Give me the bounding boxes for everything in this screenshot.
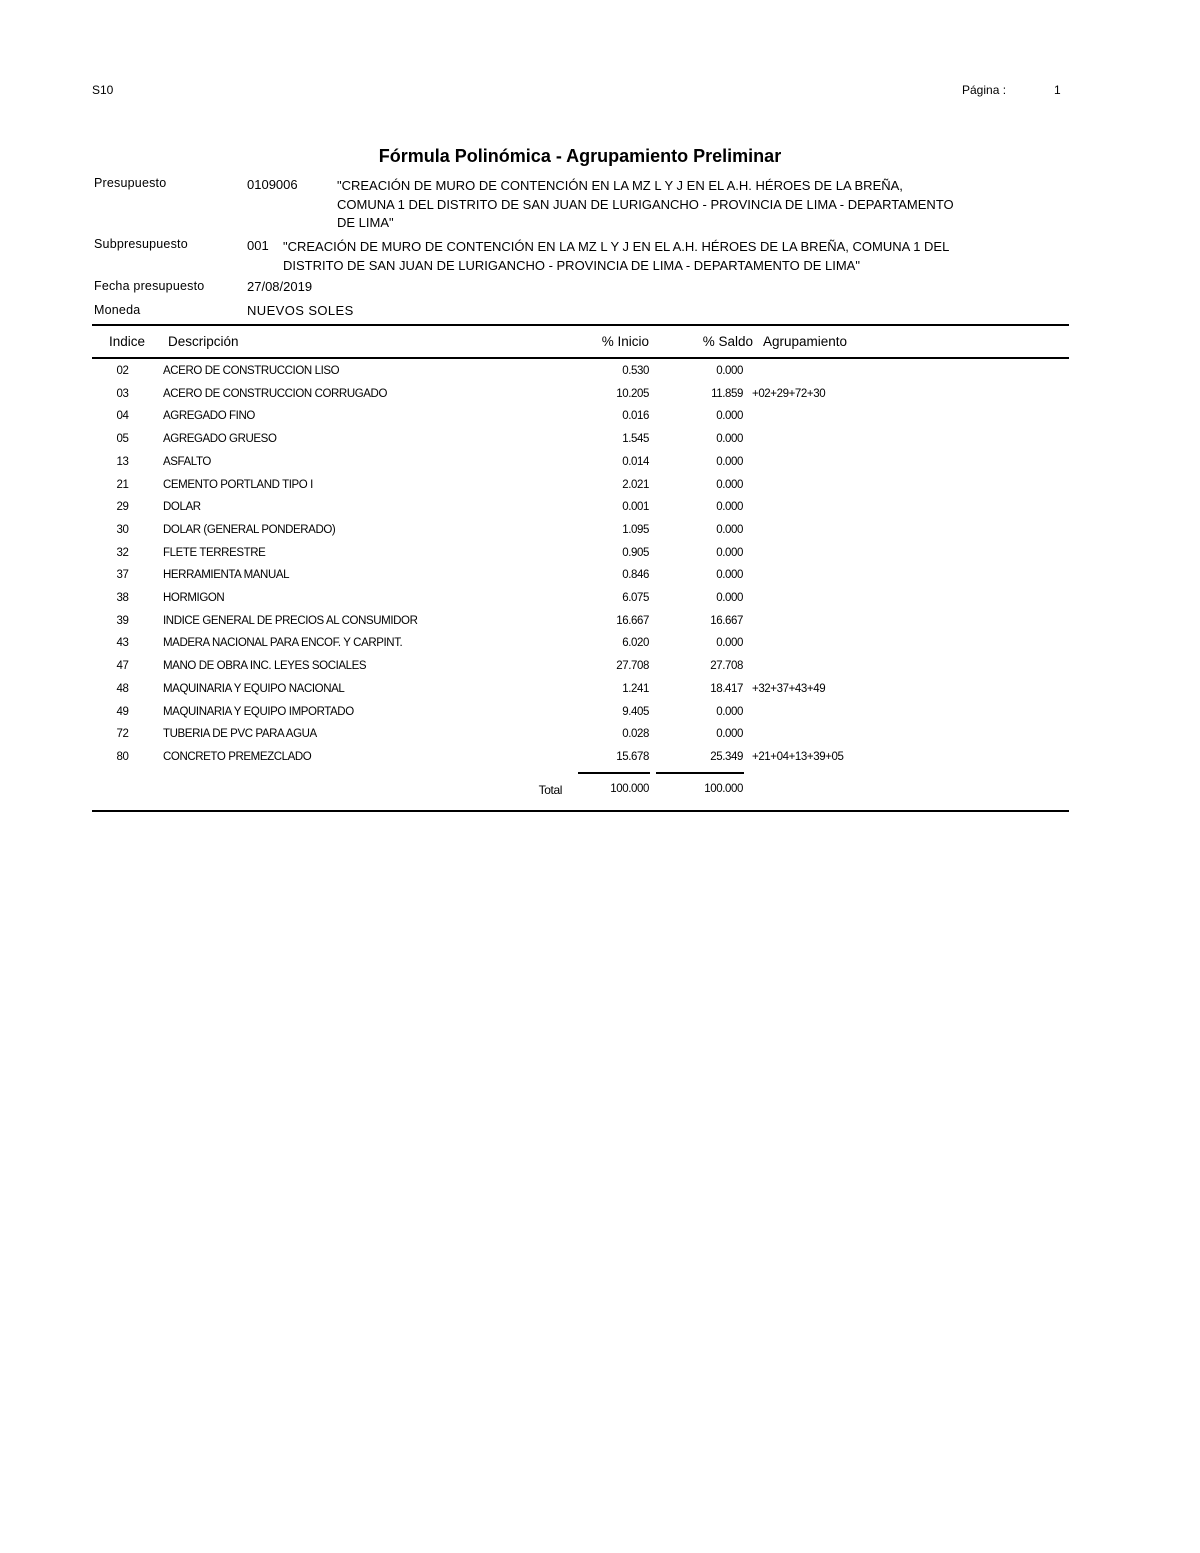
subpresupuesto-label: Subpresupuesto: [94, 237, 188, 251]
cell-saldo: 0.000: [716, 546, 743, 559]
cell-indice: 02: [116, 365, 129, 377]
cell-indice: 47: [116, 660, 129, 673]
cell-saldo: 0.000: [716, 365, 743, 377]
cell-inicio: 0.001: [622, 501, 649, 514]
cell-indice: 30: [116, 523, 129, 536]
moneda-value: NUEVOS SOLES: [247, 303, 354, 318]
cell-saldo: 0.000: [716, 728, 743, 741]
cell-inicio: 1.241: [622, 682, 649, 695]
cell-saldo: 25.349: [710, 750, 743, 763]
cell-indice: 21: [116, 478, 129, 491]
cell-saldo: 18.417: [710, 682, 743, 695]
cell-descripcion: MADERA NACIONAL PARA ENCOF. Y CARPINT.: [163, 637, 403, 650]
cell-saldo: 16.667: [710, 614, 743, 627]
app-code: S10: [92, 83, 114, 97]
cell-agrupamiento: +32+37+43+49: [752, 682, 826, 695]
cell-descripcion: DOLAR: [163, 501, 201, 514]
cell-inicio: 0.530: [622, 365, 649, 377]
table-row: [92, 410, 1069, 433]
cell-descripcion: HORMIGON: [163, 592, 225, 604]
page-label: Página :: [962, 83, 1007, 97]
table-header-rule: [92, 357, 1069, 359]
col-header-agrupamiento: Agrupamiento: [763, 334, 848, 349]
cell-descripcion: CEMENTO PORTLAND TIPO I: [163, 478, 313, 491]
report-title: Fórmula Polinómica - Agrupamiento Preliminar: [378, 146, 782, 166]
cell-indice: 04: [116, 410, 129, 423]
cell-indice: 80: [116, 750, 129, 763]
table-row: [92, 524, 1069, 547]
col-header-indice: Indice: [109, 334, 146, 349]
cell-saldo: 0.000: [716, 569, 743, 582]
cell-inicio: 0.016: [622, 410, 649, 423]
table-row: [92, 388, 1069, 411]
cell-descripcion: AGREGADO FINO: [163, 410, 255, 423]
table-row: [92, 456, 1069, 479]
cell-descripcion: ACERO DE CONSTRUCCION LISO: [163, 365, 340, 377]
cell-agrupamiento: +21+04+13+39+05: [752, 750, 844, 763]
table-row: [92, 433, 1069, 456]
total-label: Total: [538, 783, 562, 797]
cell-indice: 32: [116, 546, 129, 559]
table-top-rule: [92, 324, 1069, 326]
col-header-descripcion: Descripción: [168, 334, 239, 349]
cell-saldo: 0.000: [716, 501, 743, 514]
page-number: 1: [1054, 83, 1061, 97]
cell-saldo: 11.859: [711, 387, 743, 400]
cell-inicio: 9.405: [622, 705, 649, 718]
table-row: [92, 365, 1069, 388]
table-row: [92, 683, 1069, 706]
cell-saldo: 0.000: [716, 433, 743, 446]
cell-descripcion: MAQUINARIA Y EQUIPO IMPORTADO: [163, 705, 354, 718]
cell-saldo: 27.708: [710, 660, 743, 673]
cell-inicio: 0.014: [622, 455, 649, 468]
table-row: [92, 479, 1069, 502]
cell-descripcion: FLETE TERRESTRE: [163, 546, 266, 559]
table-row: [92, 706, 1069, 729]
cell-descripcion: MANO DE OBRA INC. LEYES SOCIALES: [163, 660, 367, 673]
col-header-inicio: % Inicio: [601, 334, 649, 349]
table-row: [92, 547, 1069, 570]
cell-indice: 49: [116, 705, 129, 718]
cell-descripcion: AGREGADO GRUESO: [163, 433, 277, 446]
cell-indice: 38: [116, 592, 129, 604]
total-inicio: 100.000: [610, 783, 649, 795]
cell-indice: 29: [116, 501, 129, 514]
cell-indice: 39: [116, 614, 129, 627]
cell-indice: 13: [116, 455, 129, 468]
cell-indice: 72: [116, 728, 129, 741]
cell-inicio: 6.020: [622, 637, 649, 650]
fecha-value: 27/08/2019: [247, 279, 313, 294]
total-row: [92, 783, 1069, 806]
cell-descripcion: ACERO DE CONSTRUCCION CORRUGADO: [163, 387, 388, 400]
cell-inicio: 16.667: [616, 614, 649, 627]
cell-descripcion: CONCRETO PREMEZCLADO: [163, 750, 312, 763]
table-row: [92, 592, 1069, 615]
total-rule-saldo: [656, 772, 744, 774]
cell-descripcion: TUBERIA DE PVC PARA AGUA: [163, 728, 317, 741]
cell-descripcion: MAQUINARIA Y EQUIPO NACIONAL: [163, 682, 345, 695]
table-row: [92, 751, 1069, 774]
table-row: [92, 615, 1069, 638]
cell-inicio: 0.846: [622, 569, 649, 582]
cell-inicio: 6.075: [622, 592, 649, 604]
moneda-label: Moneda: [94, 303, 141, 317]
cell-inicio: 0.905: [622, 546, 649, 559]
cell-inicio: 0.028: [622, 728, 649, 741]
cell-indice: 37: [116, 569, 129, 582]
cell-saldo: 0.000: [716, 455, 743, 468]
cell-inicio: 27.708: [616, 660, 649, 673]
subpresupuesto-code: 001: [247, 238, 269, 253]
cell-descripcion: ASFALTO: [163, 455, 211, 468]
total-rule-inicio: [578, 772, 650, 774]
table-row: [92, 728, 1069, 751]
table-row: [92, 660, 1069, 683]
table-row: [92, 501, 1069, 524]
col-header-saldo: % Saldo: [702, 334, 753, 349]
table-row: [92, 637, 1069, 660]
cell-inicio: 10.205: [616, 387, 649, 400]
subpresupuesto-description: "CREACIÓN DE MURO DE CONTENCIÓN EN LA MZ L Y J EN EL A.H. HÉROES DE LA BREÑA, COMUNA 1 DEL DISTRITO DE SAN JUAN DE LURIGANCHO - PROVINCIA DE LIMA - DEPARTAMENTO DE LIMA": [283, 239, 949, 273]
cell-inicio: 1.095: [622, 523, 649, 536]
table-row: [92, 569, 1069, 592]
cell-inicio: 2.021: [622, 478, 649, 491]
cell-indice: 03: [116, 387, 129, 400]
cell-inicio: 1.545: [622, 433, 649, 446]
total-saldo: 100.000: [704, 783, 743, 795]
cell-descripcion: INDICE GENERAL DE PRECIOS AL CONSUMIDOR: [163, 614, 418, 627]
cell-agrupamiento: +02+29+72+30: [752, 387, 826, 400]
table-bottom-rule: [92, 810, 1069, 812]
fecha-label: Fecha presupuesto: [94, 279, 205, 293]
cell-indice: 48: [116, 682, 129, 695]
presupuesto-code: 0109006: [247, 177, 298, 192]
cell-indice: 43: [116, 637, 129, 650]
cell-saldo: 0.000: [716, 523, 743, 536]
cell-saldo: 0.000: [716, 410, 743, 423]
cell-saldo: 0.000: [716, 705, 743, 718]
cell-saldo: 0.000: [716, 637, 743, 650]
presupuesto-label: Presupuesto: [94, 176, 167, 190]
cell-descripcion: DOLAR (GENERAL PONDERADO): [163, 523, 336, 536]
presupuesto-description: "CREACIÓN DE MURO DE CONTENCIÓN EN LA MZ L Y J EN EL A.H. HÉROES DE LA BREÑA, COMUNA 1 DEL DISTRITO DE SAN JUAN DE LURIGANCHO - PROVINCIA DE LIMA - DEPARTAMENTO DE LIMA": [337, 178, 954, 230]
cell-inicio: 15.678: [616, 750, 649, 763]
cell-indice: 05: [116, 433, 129, 446]
cell-saldo: 0.000: [716, 592, 743, 604]
cell-saldo: 0.000: [716, 478, 743, 491]
cell-descripcion: HERRAMIENTA MANUAL: [163, 569, 290, 582]
